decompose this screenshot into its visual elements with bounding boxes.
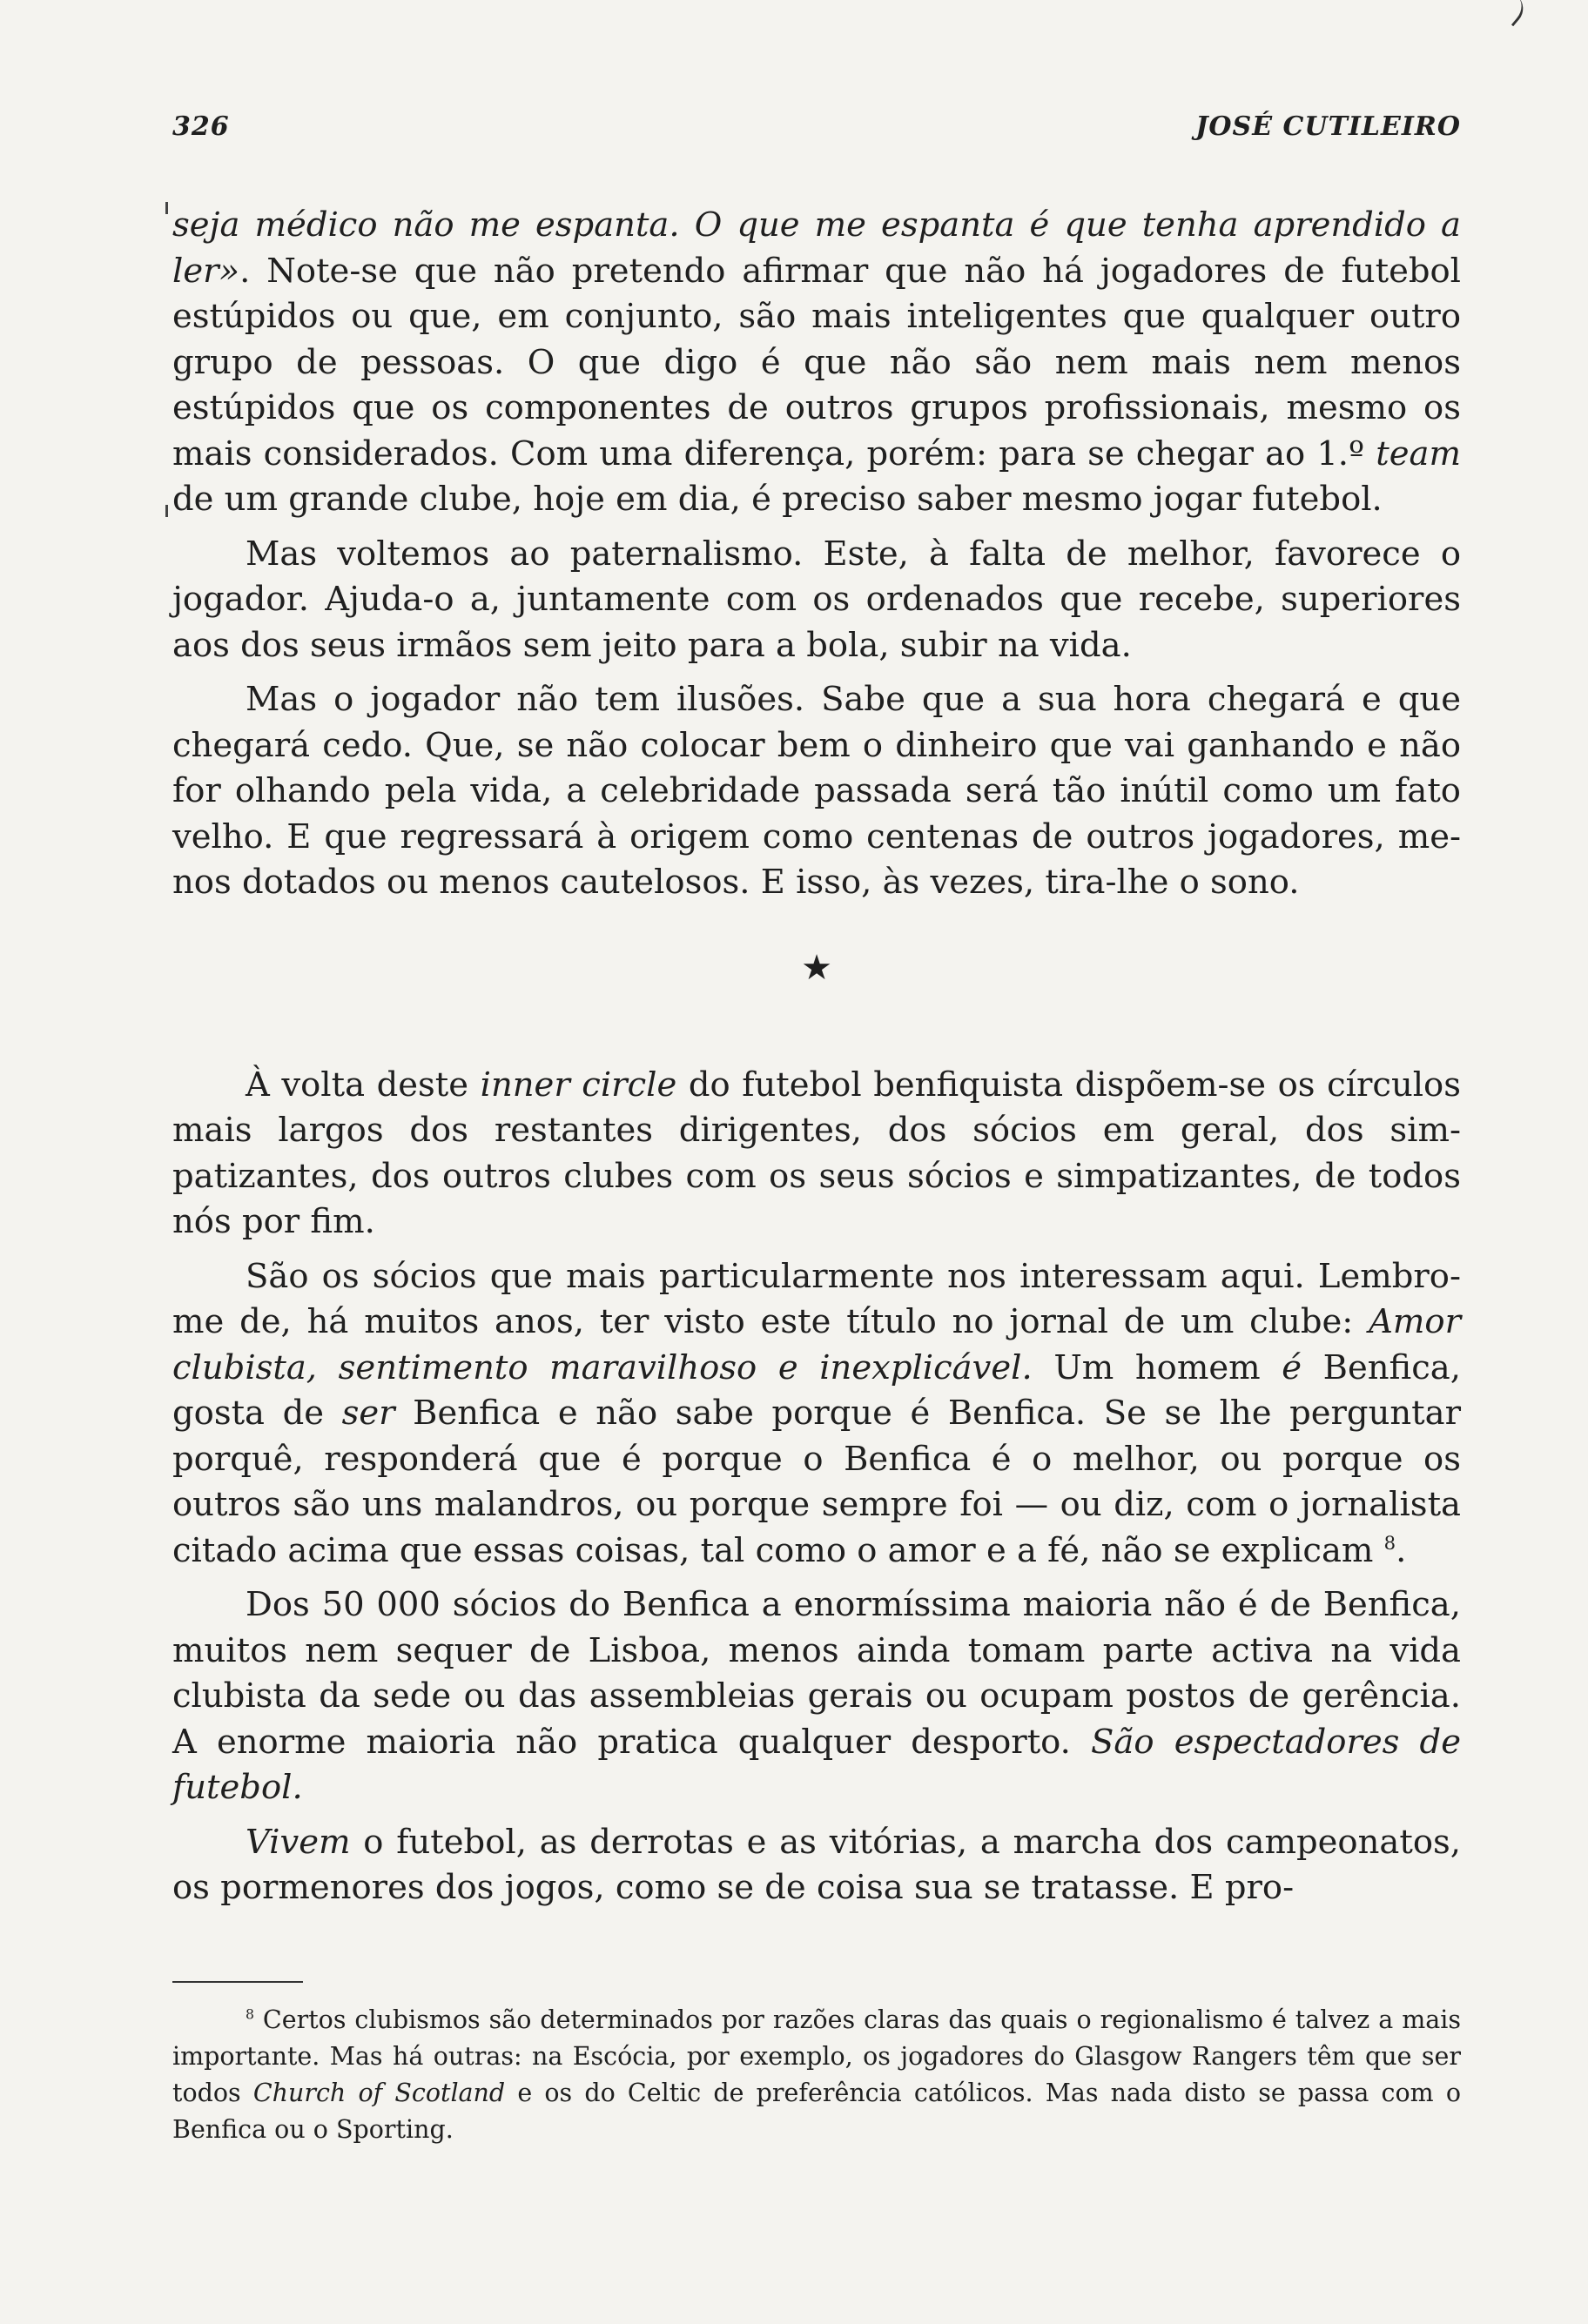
italic-span: seja médico não me espanta. O que me espanta é que tenha aprendido a ler» (172, 205, 1461, 291)
italic-span: ser (341, 1394, 395, 1433)
footnote-marker: 8 (1383, 1531, 1396, 1554)
text-span: Benfica e não sabe porque é Benfica. Se se lhe perguntar porquê, responderá que é porque o Benfica é o melhor, ou porque os outros são uns malandros, ou porque sempre foi — ou diz, com o jornalista citado acima que essas coisas, tal como o amor e a fé, não se explicam (172, 1394, 1461, 1570)
paragraph (172, 1582, 1461, 1811)
text-span: e os do Celtic de preferência católicos. Mas nada disto se passa com o Benfica ou o Sporting. (172, 2078, 1462, 2144)
text-span: Certos clubismos são determinados por razões claras das quais o regionalismo é talvez a mais importante. Mas há outras: na Escócia, por exemplo, os jogadores do Glasgow Rangers têm que ser todos (172, 2005, 1461, 2107)
text-block-2 (172, 1063, 1461, 1911)
paragraph (172, 1063, 1461, 1246)
footnote-marker: 8 (246, 2005, 254, 2022)
text-span: Mas o jogador não tem ilusões. Sabe que a sua hora chegará e que chegará cedo. Que, se não colocar bem o dinheiro que vai ganhando e não for olhando pela vida, a celebridade passada será tão inútil como um fato velho. E que regressará à origem como centenas de outros jogadores, menos dotados ou menos cautelosos. E isso, às vezes, tira-lhe o sono. (172, 680, 1461, 902)
paragraph (172, 1254, 1461, 1575)
text-span: do futebol benfiquista dispõem-se os círculos mais largos dos restantes dirigentes, dos sócios em geral, dos simpatizantes, dos outros clubes com os seus sócios e simpatizantes, de todos nós por fim. (172, 1065, 1461, 1241)
margin-mark (165, 202, 168, 214)
italic-span: Church of Scotland (252, 2078, 506, 2107)
text-span: Dos 50 000 sócios do Benfica a enormíssima maioria não é de Benfica, muitos nem sequer de Lisboa, menos ainda tomam parte activa na vida clubista da sede ou das assembleias gerais ou ocupam postos de gerência. A enorme maioria não pratica qualquer desporto. (172, 1585, 1461, 1762)
text-span: Mas voltemos ao paternalismo. Este, à falta de melhor, favorece o jogador. Ajuda-o a, juntamente com os ordenados que recebe, superiores aos dos seus irmãos sem jeito para a bola, subir na vida. (172, 534, 1461, 665)
footnote (172, 2002, 1461, 2148)
paragraph (172, 532, 1461, 669)
pencil-mark (1498, 0, 1531, 26)
running-head (172, 111, 1461, 142)
footnote-rule (172, 1981, 303, 1983)
text-span: . Note-se que não pretendo afirmar que não há jogadores de futebol estúpidos ou que, em conjunto, são mais inteligentes que qualquer outro grupo de pessoas. O que digo é que não são nem mais nem menos estúpidos que os componentes de outros grupos profissionais, mesmo os mais considerados. Com uma diferença, porém: para se chegar ao 1.º (172, 251, 1461, 474)
text-span: o futebol, as derrotas e as vitórias, a marcha dos campeonatos, os pormenores dos jogos, como se de coisa sua se tratasse. E pro- (172, 1822, 1461, 1907)
text-span: À volta deste (246, 1065, 481, 1105)
italic-span: é (1282, 1347, 1302, 1387)
text-span: de um grande clube, hoje em dia, é preciso saber mesmo jogar futebol. (172, 480, 1383, 519)
text-span: . (1396, 1530, 1407, 1570)
italic-span: team (1376, 433, 1461, 474)
section-separator-star: ★ (801, 947, 832, 988)
paragraph (172, 203, 1461, 523)
footnote-text (172, 2002, 1461, 2148)
margin-mark (165, 505, 168, 517)
paragraph (172, 1820, 1461, 1911)
paragraph (172, 677, 1461, 906)
page-number: 326 (172, 111, 230, 142)
text-block-1 (172, 203, 1461, 906)
italic-span: São espectadores de futebol. (172, 1722, 1461, 1807)
text-span: Um homem (1032, 1347, 1282, 1387)
text-span: São os sócios que mais particularmente nos interessam aqui. Lembro-me de, há muitos anos, ter visto este título no jornal de um clube: (172, 1256, 1461, 1341)
italic-span: Amor clubista, sentimento maravilhoso e inexplicável. (172, 1302, 1461, 1387)
italic-span: Vivem (246, 1822, 351, 1862)
italic-span: inner circle (480, 1065, 677, 1105)
book-page (172, 111, 1461, 2148)
running-title: JOSÉ CUTILEIRO (1195, 111, 1461, 142)
text-span: Benfica, gosta de (172, 1347, 1461, 1433)
